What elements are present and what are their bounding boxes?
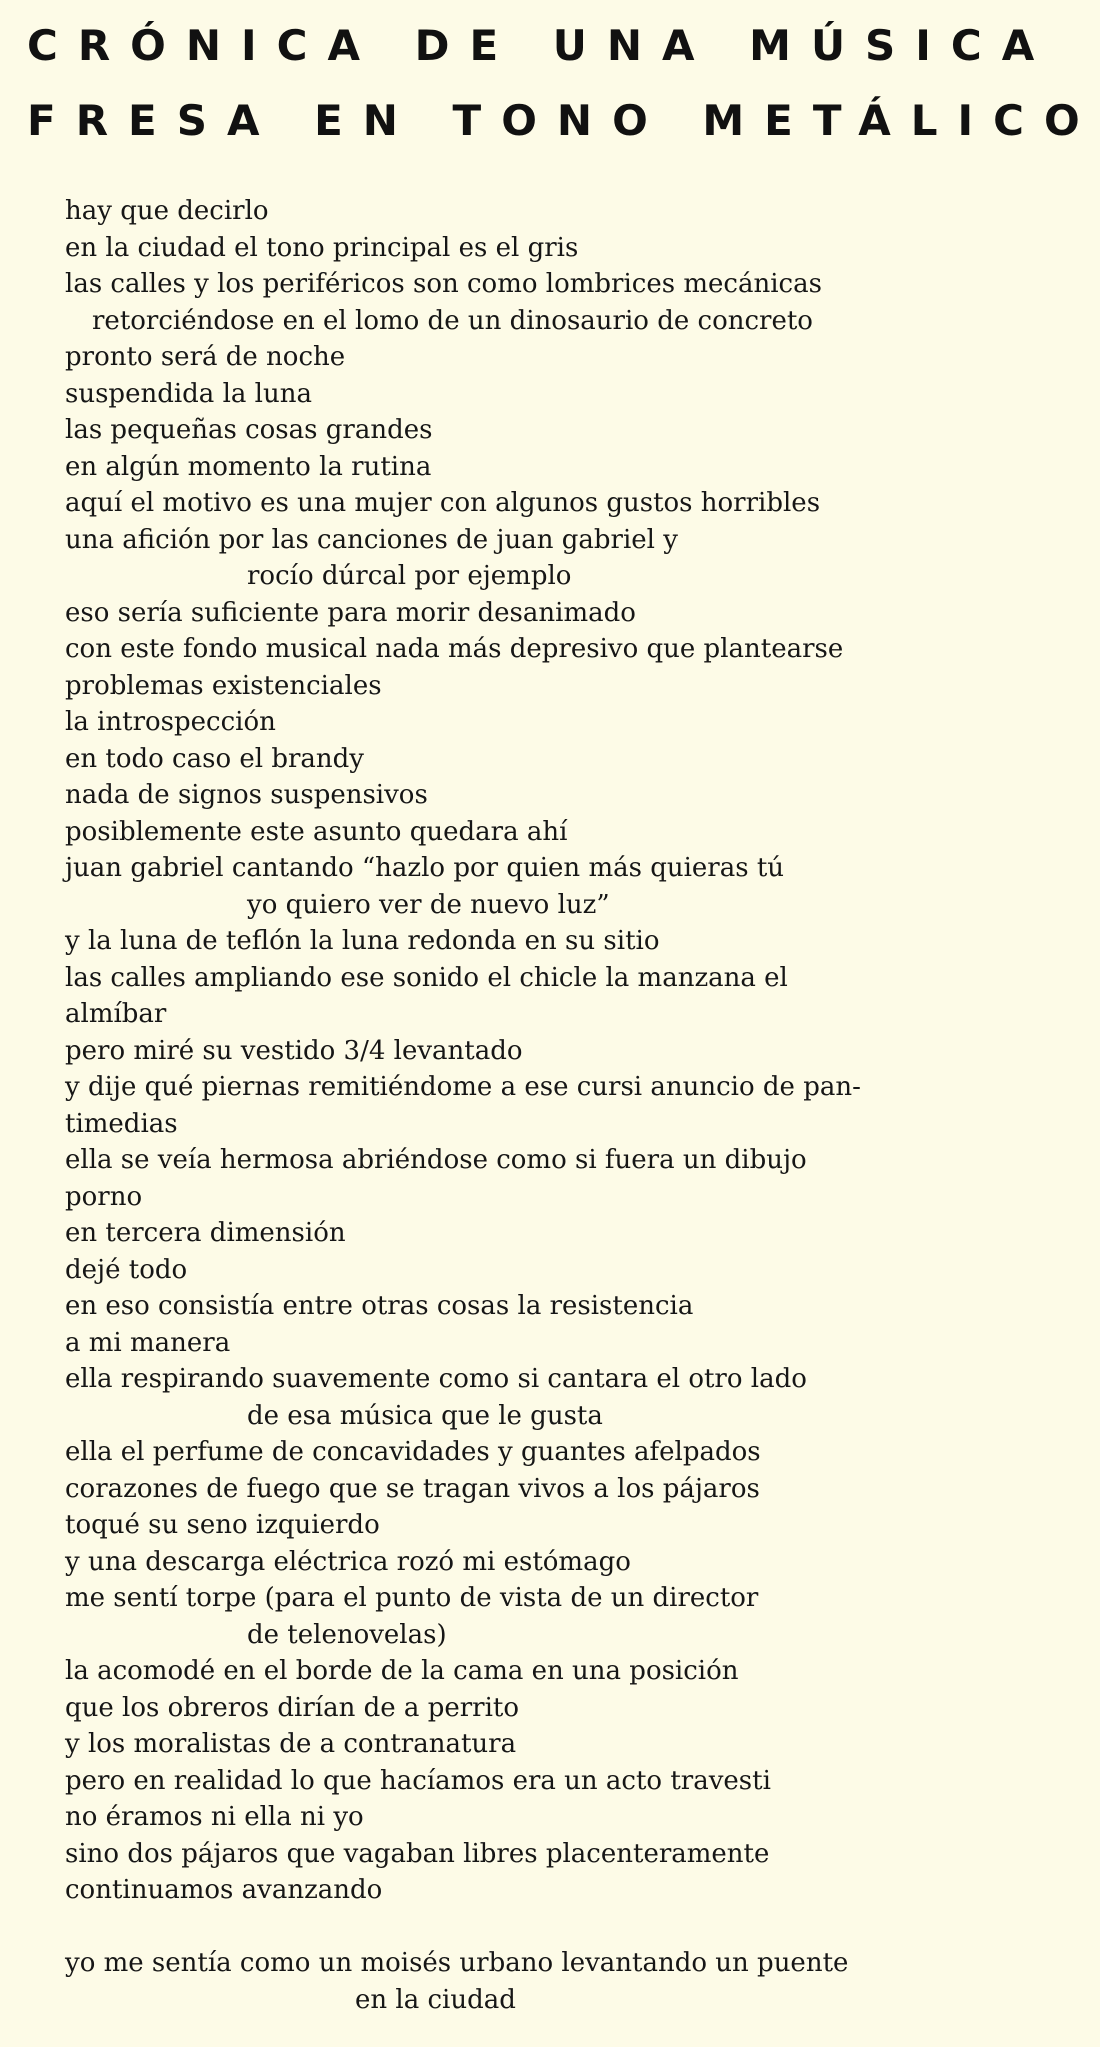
poem-line: y los moralistas de a contranatura — [65, 1729, 517, 1759]
poem-line: en la ciudad el tono principal es el gris — [65, 232, 579, 263]
poem-line: a mi manera — [65, 1327, 231, 1358]
poem-stanza-2 — [65, 1945, 925, 2018]
poem-line: eso sería suficiente para morir desanimado — [65, 597, 636, 628]
poem-line: pero en realidad lo que hacíamos era un acto travesti — [65, 1765, 771, 1796]
poem-title-line-1: CRÓNICA DE UNA MÚSICA — [27, 21, 1055, 70]
poem-line: la acomodé en el borde de la cama en una posición — [65, 1656, 739, 1686]
poem-line: en eso consistía entre otras cosas la resistencia — [65, 1291, 694, 1321]
poem-line: una afición por las canciones de juan gabriel y — [65, 524, 678, 555]
poem-line: me sentí torpe (para el punto de vista de un director — [65, 1583, 759, 1613]
poem-line: ella el perfume de concavidades y guantes afelpados — [65, 1437, 761, 1467]
poem-line: en algún momento la rutina — [65, 451, 432, 482]
poem-line: en todo caso el brandy — [65, 743, 364, 774]
poem-line: suspendida la luna — [65, 378, 312, 409]
poem-title — [27, 8, 1100, 158]
poem-line: yo me sentía como un moisés urbano levantando un puente — [65, 1948, 849, 1978]
poem-line: la introspección — [65, 707, 276, 737]
poem-stanza-1 — [65, 193, 925, 1909]
poem-line: de esa música que le gusta — [247, 1400, 603, 1431]
poem-line: las pequeñas cosas grandes — [65, 415, 433, 445]
poem-line: las calles y los periféricos son como lombrices mecánicas — [65, 269, 822, 299]
poem-line: continuamos avanzando — [65, 1875, 383, 1905]
poem-line: corazones de fuego que se tragan vivos a los pájaros — [65, 1473, 760, 1504]
poem-body — [65, 193, 925, 2018]
poem-line: aquí el motivo es una mujer con algunos gustos horribles — [65, 488, 821, 518]
poem-line: pero miré su vestido 3/4 levantado — [65, 1035, 523, 1066]
poem-line: con este fondo musical nada más depresivo que plantearse — [65, 634, 844, 664]
poem-line: pronto será de noche — [65, 342, 346, 372]
poem-line: y dije qué piernas remitiéndome a ese cursi anuncio de pan- — [65, 1072, 861, 1102]
poem-line: problemas existenciales — [65, 670, 382, 701]
poem-line: y la luna de teflón la luna redonda en su sitio — [65, 926, 660, 956]
poem-line: posiblemente este asunto quedara ahí — [65, 816, 568, 847]
poem-line: yo quiero ver de nuevo luz” — [247, 889, 610, 920]
poem-line: las calles ampliando ese sonido el chicle la manzana el — [65, 962, 788, 993]
poem-line: ella respirando suavemente como si cantara el otro lado — [65, 1364, 807, 1394]
poem-line: y una descarga eléctrica rozó mi estómago — [65, 1546, 631, 1577]
poem-line: de telenovelas) — [247, 1619, 447, 1650]
poem-line: dejé todo — [65, 1254, 188, 1285]
poem-line: hay que decirlo — [65, 196, 269, 226]
poem-line: que los obreros dirían de a perrito — [65, 1692, 519, 1723]
poem-line: no éramos ni ella ni yo — [65, 1802, 364, 1832]
poem-line: retorciéndose en el lomo de un dinosaurio de concreto — [92, 305, 813, 336]
poem-line: porno — [65, 1181, 143, 1212]
poem-line: en la ciudad — [355, 1984, 516, 2015]
poem-line: ella se veía hermosa abriéndose como si fuera un dibujo — [65, 1145, 807, 1175]
poem-line: toqué su seno izquierdo — [65, 1510, 380, 1540]
poem-line: nada de signos suspensivos — [65, 780, 428, 810]
poem-line: timedias — [65, 1108, 178, 1139]
poem-line: juan gabriel cantando “hazlo por quien más quieras tú — [65, 853, 785, 883]
poem-title-line-2: FRESA EN TONO METÁLICO — [27, 96, 1100, 145]
poem-line: rocío dúrcal por ejemplo — [247, 561, 572, 591]
poem-line: en tercera dimensión — [65, 1218, 346, 1248]
poem-line: sino dos pájaros que vagaban libres placenteramente — [65, 1838, 770, 1869]
poem-line: almíbar — [65, 999, 167, 1029]
